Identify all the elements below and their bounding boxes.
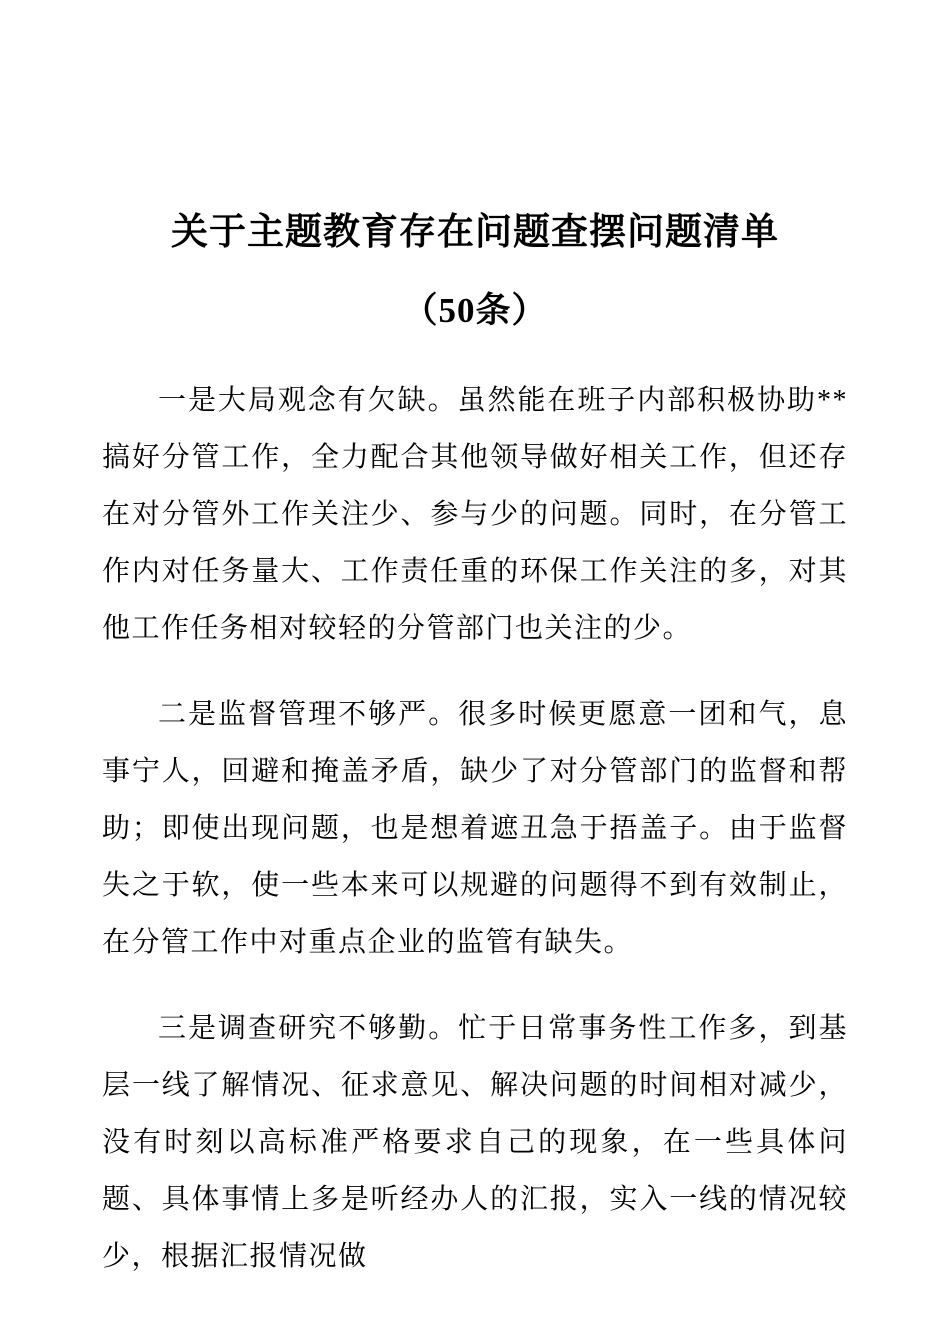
- document-title: 关于主题教育存在问题查摆问题清单: [171, 212, 779, 253]
- paragraph-1: 一是大局观念有欠缺。虽然能在班子内部积极协助**搞好分管工作，全力配合其他领导做好相关工作，但还存在对分管外工作关注少、参与少的问题。同时，在分管工作内对任务量大、工作责任重的环保工作关注的多，对其他工作任务相对较轻的分管部门也关注的少。: [102, 385, 848, 644]
- document-body: [102, 372, 848, 1285]
- paragraph-3: 三是调查研究不够勤。忙于日常事务性工作多，到基层一线了解情况、征求意见、解决问题的时间相对减少，没有时刻以高标准严格要求自己的现象，在一些具体问题、具体事情上多是听经办人的汇报，实入一线的情况较少，根据汇报情况做: [102, 1013, 848, 1272]
- paragraph-2: 二是监督管理不够严。很多时候更愿意一团和气，息事宁人，回避和掩盖矛盾，缺少了对分管部门的监督和帮助；即使出现问题，也是想着遮丑急于捂盖子。由于监督失之于软，使一些本来可以规避的问题得不到有效制止，在分管工作中对重点企业的监管有缺失。: [102, 699, 848, 958]
- document-subtitle: （50条）: [402, 291, 548, 330]
